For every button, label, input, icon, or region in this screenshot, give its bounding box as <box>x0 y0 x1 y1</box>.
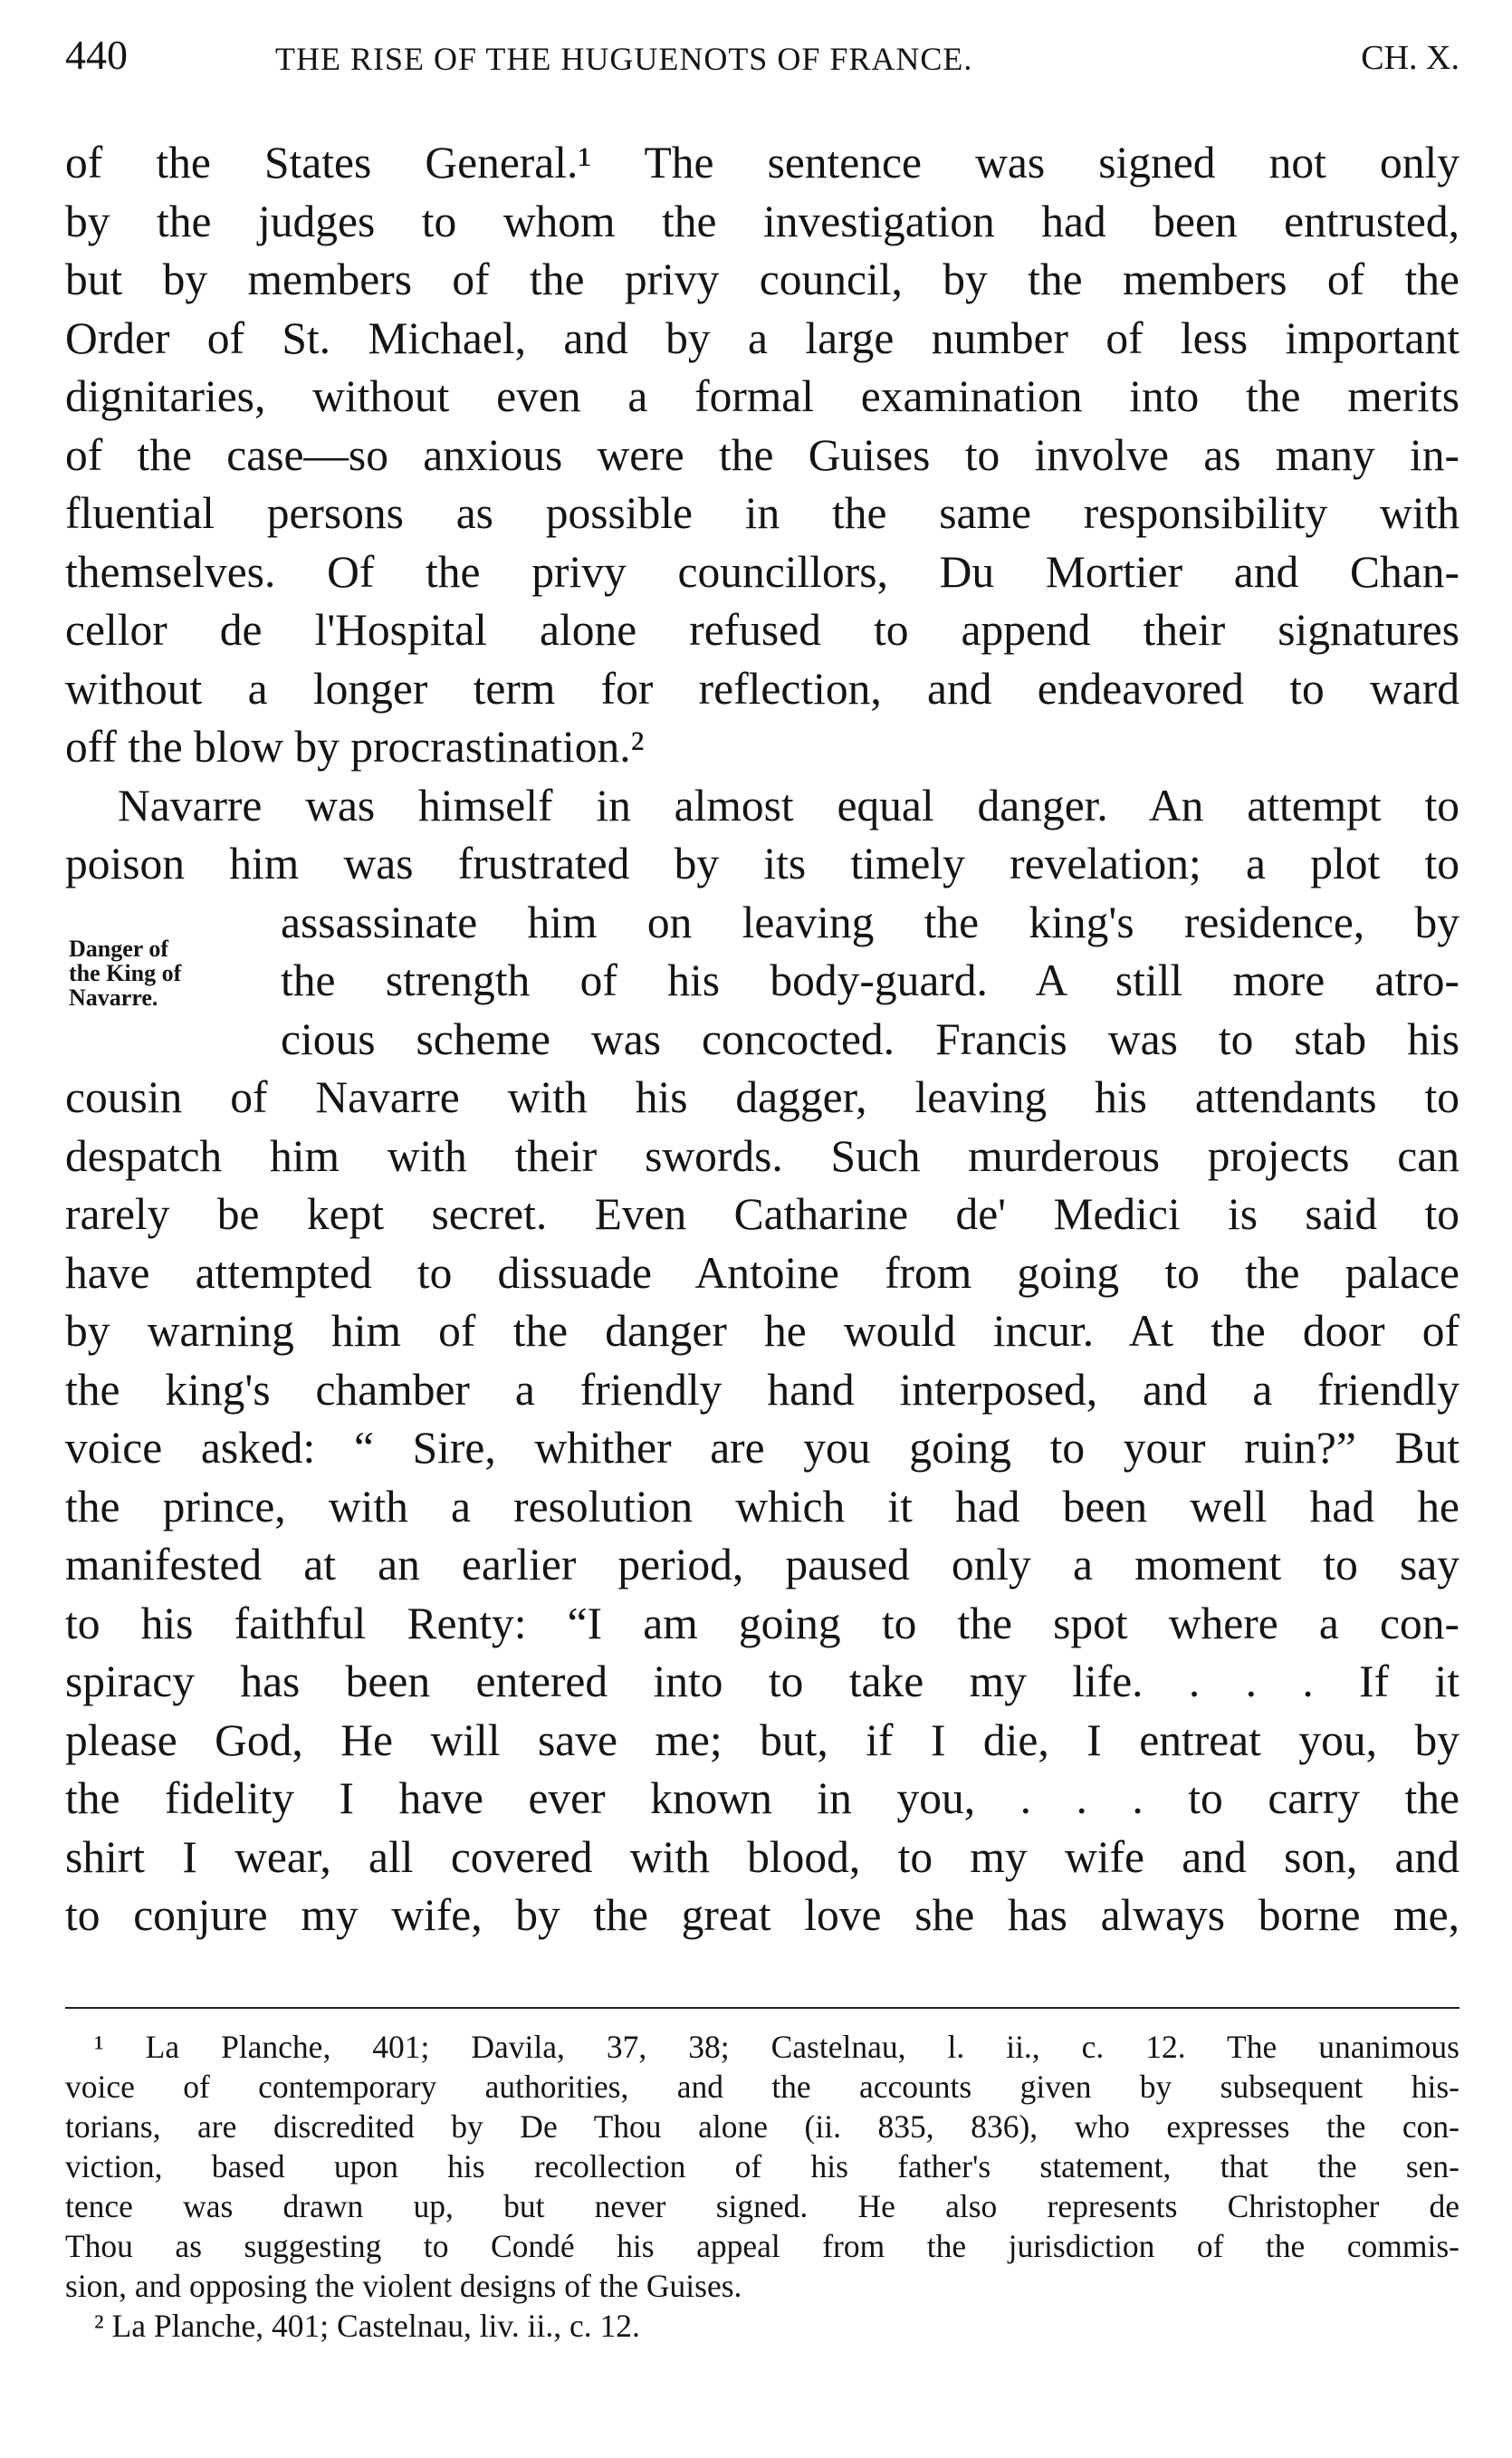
text-line: the prince, with a resolution which it had been well had he <box>65 1481 1459 1531</box>
body-text <box>65 134 1459 1945</box>
text-line: have attempted to dissuade Antoine from going to the palace <box>65 1247 1459 1298</box>
text-line: to his faithful Renty: “I am going to the spot where a con- <box>65 1598 1459 1648</box>
text-line: manifested at an earlier period, paused only a moment to say <box>65 1540 1459 1589</box>
text-line: dignitaries, without even a formal examination into the merits <box>65 371 1459 421</box>
text-line: fluential persons as possible in the same responsibility with <box>65 488 1459 538</box>
text-line: cellor de l'Hospital alone refused to append their signatures <box>65 605 1459 655</box>
footnote-line: ² La Planche, 401; Castelnau, liv. ii., c. 12. <box>94 2308 640 2344</box>
footnote-line: Thou as suggesting to Condé his appeal from the jurisdiction of the commis- <box>65 2228 1459 2264</box>
text-line: by warning him of the danger he would incur. At the door of <box>65 1306 1459 1356</box>
margin-note-line: Navarre. <box>69 984 158 1011</box>
running-title: THE RISE OF THE HUGUENOTS OF FRANCE. <box>275 41 973 77</box>
text-line: Order of St. Michael, and by a large number of less important <box>65 312 1459 363</box>
text-line: Navarre was himself in almost equal danger. An attempt to <box>118 780 1459 831</box>
text-line: cousin of Navarre with his dagger, leaving his attendants to <box>65 1072 1459 1122</box>
text-line: the strength of his body-guard. A still more atro- <box>281 955 1459 1005</box>
margin-note-line: Danger of <box>69 936 169 962</box>
text-line: shirt I wear, all covered with blood, to my wife and son, and <box>65 1831 1459 1882</box>
text-line: of the States General.¹ The sentence was signed not only <box>65 138 1459 187</box>
margin-note <box>69 937 181 1011</box>
footnote-line: ¹ La Planche, 401; Davila, 37, 38; Castelnau, l. ii., c. 12. The unanimous <box>94 2029 1459 2065</box>
text-line: the king's chamber a friendly hand interposed, and a friendly <box>65 1364 1459 1415</box>
text-line: themselves. Of the privy councillors, Du Mortier and Chan- <box>65 546 1459 597</box>
page-number: 440 <box>65 32 128 78</box>
footnote-line: torians, are discredited by De Thou alone (ii. 835, 836), who expresses the con- <box>65 2108 1459 2145</box>
text-line: the fidelity I have ever known in you, . . . to carry the <box>65 1773 1459 1823</box>
text-line: of the case—so anxious were the Guises to involve as many in- <box>65 429 1459 480</box>
footnote-line: sion, and opposing the violent designs of the Guises. <box>65 2268 742 2304</box>
footnotes <box>65 2027 1459 2346</box>
footnote-line: viction, based upon his recollection of his father's statement, that the sen- <box>65 2148 1459 2184</box>
footnote-line: tence was drawn up, but never signed. He also represents Christopher de <box>65 2188 1459 2224</box>
text-line: by the judges to whom the investigation had been entrusted, <box>65 196 1459 246</box>
text-line: poison him was frustrated by its timely revelation; a plot to <box>65 839 1459 888</box>
text-line: voice asked: “ Sire, whither are you going to your ruin?” But <box>65 1423 1459 1473</box>
text-line: cious scheme was concocted. Francis was to stab his <box>281 1013 1459 1064</box>
text-line: despatch him with their swords. Such murderous projects can <box>65 1130 1459 1181</box>
footnote-divider <box>65 2007 1459 2009</box>
text-line: off the blow by procrastination.² <box>65 722 645 772</box>
text-line: please God, He will save me; but, if I die, I entreat you, by <box>65 1714 1459 1765</box>
page-header <box>65 31 1459 94</box>
text-line: but by members of the privy council, by the members of the <box>65 254 1459 304</box>
text-line: without a longer term for reflection, and endeavored to ward <box>65 663 1459 714</box>
text-line: assassinate him on leaving the king's residence, by <box>281 897 1459 947</box>
text-line: rarely be kept secret. Even Catharine de' Medici is said to <box>65 1189 1459 1239</box>
chapter-label: CH. X. <box>1361 39 1459 77</box>
footnote-line: voice of contemporary authorities, and the accounts given by subsequent his- <box>65 2069 1459 2105</box>
text-line: to conjure my wife, by the great love she has always borne me, <box>65 1890 1459 1940</box>
margin-note-line: the King of <box>69 960 182 986</box>
text-line: spiracy has been entered into to take my life. . . . If it <box>65 1656 1459 1706</box>
